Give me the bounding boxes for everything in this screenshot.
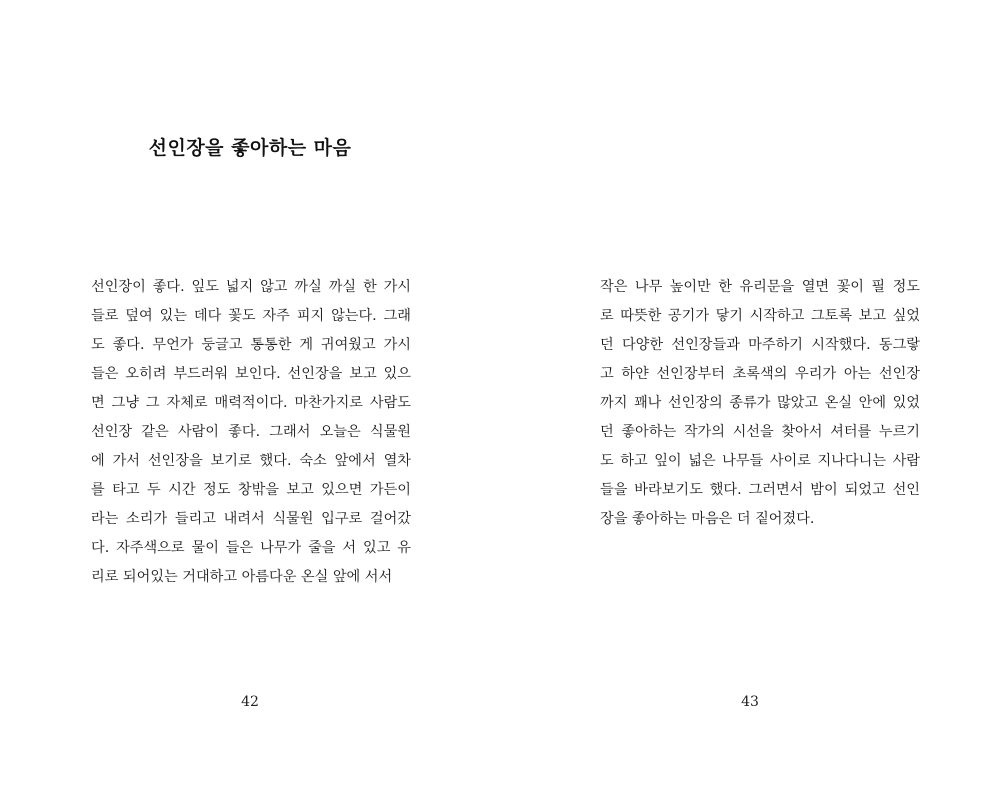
page-number-right: 43 <box>741 694 759 710</box>
text-line: 들을 바라보기도 했다. 그러면서 밤이 되었고 선인 <box>600 482 920 498</box>
text-line: 까지 꽤나 선인장의 종류가 많았고 온실 안에 있었 <box>600 395 920 411</box>
chapter-title: 선인장을 좋아하는 마음 <box>148 137 352 159</box>
text-line: 던 다양한 선인장들과 마주하기 시작했다. 동그랗 <box>600 337 920 353</box>
left-body-text <box>91 273 411 592</box>
text-line: 다. 자주색으로 물이 들은 나무가 줄을 서 있고 유 <box>91 540 411 556</box>
text-line: 도 좋다. 무언가 둥글고 통통한 게 귀여웠고 가시 <box>91 337 411 353</box>
text-line: 면 그냥 그 자체로 매력적이다. 마찬가지로 사람도 <box>91 395 411 411</box>
text-line: 를 타고 두 시간 정도 창밖을 보고 있으면 가든이 <box>91 482 411 498</box>
text-line: 리로 되어있는 거대하고 아름다운 온실 앞에 서서 <box>91 569 393 585</box>
text-line: 라는 소리가 들리고 내려서 식물원 입구로 걸어갔 <box>91 511 411 527</box>
text-line: 장을 좋아하는 마음은 더 짙어졌다. <box>600 511 815 527</box>
text-line: 작은 나무 높이만 한 유리문을 열면 꽃이 필 정도 <box>600 279 920 295</box>
text-line: 들은 오히려 부드러워 보인다. 선인장을 보고 있으 <box>91 366 411 382</box>
page-number-left: 42 <box>241 694 259 710</box>
text-line: 고 하얀 선인장부터 초록색의 우리가 아는 선인장 <box>600 366 920 382</box>
text-line: 로 따뜻한 공기가 닿기 시작하고 그토록 보고 싶었 <box>600 308 920 324</box>
text-line: 선인장이 좋다. 잎도 넓지 않고 까실 까실 한 가시 <box>91 279 411 295</box>
right-body-text <box>600 273 920 534</box>
right-page <box>500 0 1000 785</box>
text-line: 도 하고 잎이 넓은 나무들 사이로 지나다니는 사람 <box>600 453 920 469</box>
text-line: 들로 덮여 있는 데다 꽃도 자주 피지 않는다. 그래 <box>91 308 411 324</box>
text-line: 에 가서 선인장을 보기로 했다. 숙소 앞에서 열차 <box>91 453 411 469</box>
text-line: 던 좋아하는 작가의 시선을 찾아서 셔터를 누르기 <box>600 424 920 440</box>
text-line: 선인장 같은 사람이 좋다. 그래서 오늘은 식물원 <box>91 424 411 440</box>
